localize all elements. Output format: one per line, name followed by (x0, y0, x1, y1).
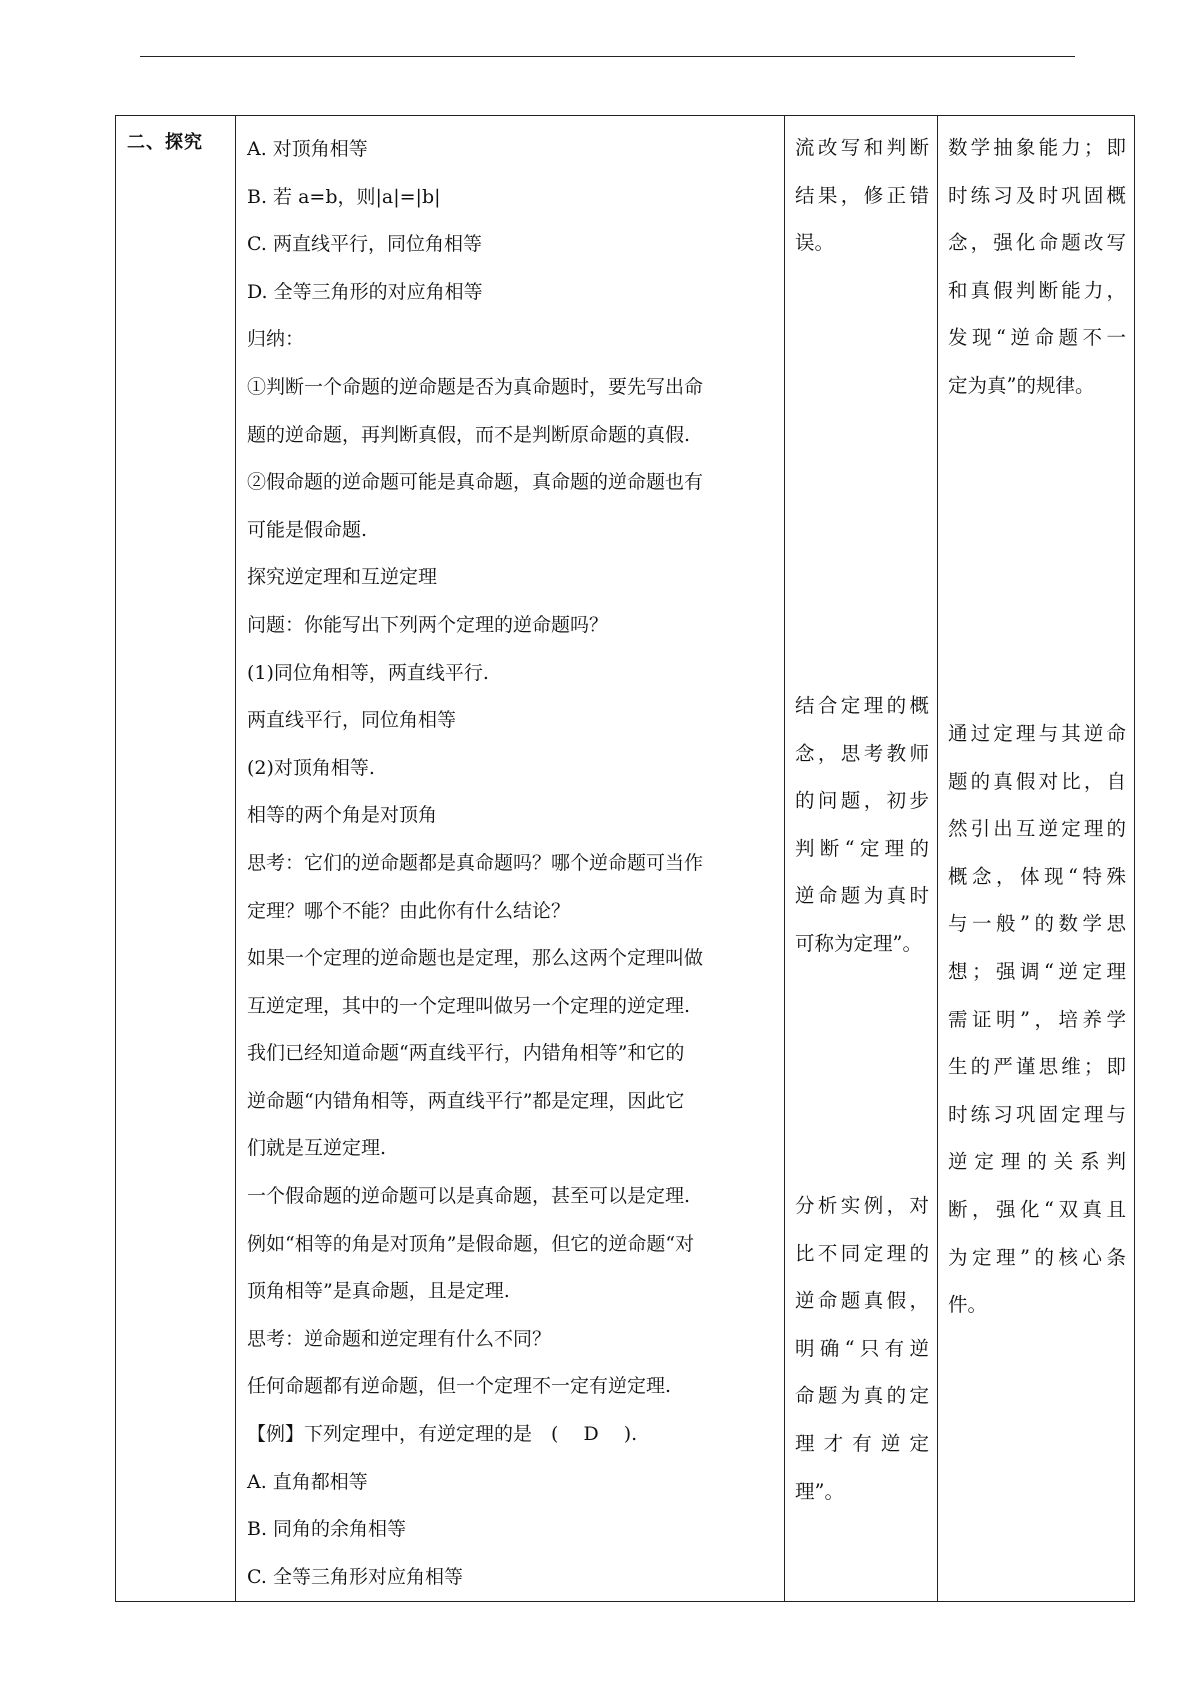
note-line: 与一般”的数学思 (948, 912, 1126, 936)
content-line: (2)对顶角相等. (247, 756, 375, 779)
content-line: 可能是假命题. (247, 518, 368, 541)
content-line: 顶角相等”是真命题，且是定理. (247, 1280, 510, 1303)
student-activity-cell (785, 116, 938, 1602)
design-intent (938, 116, 1134, 1601)
student-activity-block-2 (795, 682, 929, 968)
design-intent-block-1 (948, 124, 1126, 410)
note-line: 时练习巩固定理与 (948, 1102, 1126, 1126)
content-line: 思考：它们的逆命题都是真命题吗？哪个逆命题可当作 (247, 851, 704, 874)
note-line: 逆定理的关系判 (948, 1150, 1126, 1174)
note-line: 可称为定理”。 (795, 931, 922, 955)
content-line: 问题：你能写出下列两个定理的逆命题吗？ (247, 613, 609, 636)
student-activity-block-3 (795, 1182, 929, 1515)
content-line: 【例】下列定理中，有逆定理的是 ( D ). (247, 1423, 638, 1446)
header-rule (140, 56, 1075, 57)
table-row (116, 116, 1135, 1602)
note-line: 结合定理的概 (795, 694, 929, 717)
student-activity-block-1 (795, 124, 929, 267)
content-line: A. 直角都相等 (247, 1470, 368, 1493)
content-line: ①判断一个命题的逆命题是否为真命题时，要先写出命 (247, 375, 704, 398)
note-line: 概念，体现“特殊 (948, 864, 1126, 888)
note-line: 发现“逆命题不一 (948, 326, 1126, 350)
note-line: 念，强化命题改写 (948, 231, 1126, 255)
content-line: 归纳： (247, 328, 305, 351)
note-line: 误。 (795, 231, 835, 255)
design-intent-block-2 (948, 710, 1126, 1329)
content-line: C. 全等三角形对应角相等 (247, 1565, 463, 1588)
content-line: 两直线平行，同位角相等 (247, 709, 457, 732)
note-line: 想；强调“逆定理 (948, 959, 1126, 983)
student-activity (785, 116, 937, 1601)
note-line: 理才有逆定 (795, 1431, 929, 1455)
teaching-content-cell (236, 116, 785, 1602)
content-line: 定理？哪个不能？由此你有什么结论？ (247, 899, 571, 922)
note-line: 逆命题为真时 (795, 884, 929, 908)
content-line: ②假命题的逆命题可能是真命题，真命题的逆命题也有 (247, 471, 704, 494)
teaching-content (247, 126, 774, 1601)
content-line: 如果一个定理的逆命题也是定理，那么这两个定理叫做 (247, 947, 704, 970)
content-line: C. 两直线平行，同位角相等 (247, 233, 482, 256)
content-line: 探究逆定理和互逆定理 (247, 566, 438, 589)
content-line: 我们已经知道命题“两直线平行，内错角相等”和它的 (247, 1042, 685, 1065)
note-line: 定为真”的规律。 (948, 373, 1095, 397)
content-line: 例如“相等的角是对顶角”是假命题，但它的逆命题“对 (247, 1232, 695, 1255)
content-line: 逆命题“内错角相等，两直线平行”都是定理，因此它 (247, 1089, 685, 1112)
note-line: 然引出互逆定理的 (948, 817, 1126, 841)
note-line: 念，思考教师 (795, 741, 929, 765)
note-line: 理”。 (795, 1479, 844, 1503)
note-line: 数学抽象能力；即 (948, 136, 1126, 159)
content-line: 思考：逆命题和逆定理有什么不同？ (247, 1327, 552, 1350)
lesson-plan-table (115, 115, 1135, 1602)
note-line: 流改写和判断 (795, 136, 929, 159)
content-line: 互逆定理，其中的一个定理叫做另一个定理的逆定理. (247, 994, 691, 1017)
note-line: 为定理”的核心条 (948, 1245, 1126, 1269)
note-line: 题的真假对比，自 (948, 769, 1126, 793)
note-line: 比不同定理的 (795, 1241, 929, 1265)
note-line: 断，强化“双真且 (948, 1197, 1126, 1221)
content-line: B. 若 a=b，则|a|=|b| (247, 185, 441, 208)
content-line: 任何命题都有逆命题，但一个定理不一定有逆定理. (247, 1375, 672, 1398)
note-line: 结果，修正错 (795, 183, 929, 207)
design-intent-cell (938, 116, 1135, 1602)
content-line: B. 同角的余角相等 (247, 1518, 407, 1541)
note-line: 的问题，初步 (795, 789, 929, 813)
content-line: A. 对顶角相等 (247, 138, 368, 160)
note-line: 和真假判断能力， (948, 278, 1126, 302)
content-line: 相等的两个角是对顶角 (247, 804, 438, 827)
note-line: 逆命题真假， (795, 1289, 929, 1313)
note-line: 命题为真的定 (795, 1384, 929, 1408)
note-line: 时练习及时巩固概 (948, 183, 1126, 207)
stage-label: 二、探究 (116, 116, 236, 1602)
note-line: 分析实例，对 (795, 1194, 929, 1217)
note-line: 生的严谨思维；即 (948, 1055, 1126, 1079)
note-line: 通过定理与其逆命 (948, 722, 1126, 745)
note-line: 件。 (948, 1293, 988, 1317)
note-line: 明确“只有逆 (795, 1336, 929, 1360)
content-line: 题的逆命题，再判断真假，而不是判断原命题的真假. (247, 423, 691, 446)
content-line: 一个假命题的逆命题可以是真命题，甚至可以是定理. (247, 1185, 691, 1208)
note-line: 需证明”，培养学 (948, 1007, 1126, 1031)
content-line: D. 全等三角形的对应角相等 (247, 280, 483, 303)
content-line: (1)同位角相等，两直线平行. (247, 661, 489, 684)
note-line: 判断“定理的 (795, 836, 929, 860)
content-line: 们就是互逆定理. (247, 1137, 387, 1160)
